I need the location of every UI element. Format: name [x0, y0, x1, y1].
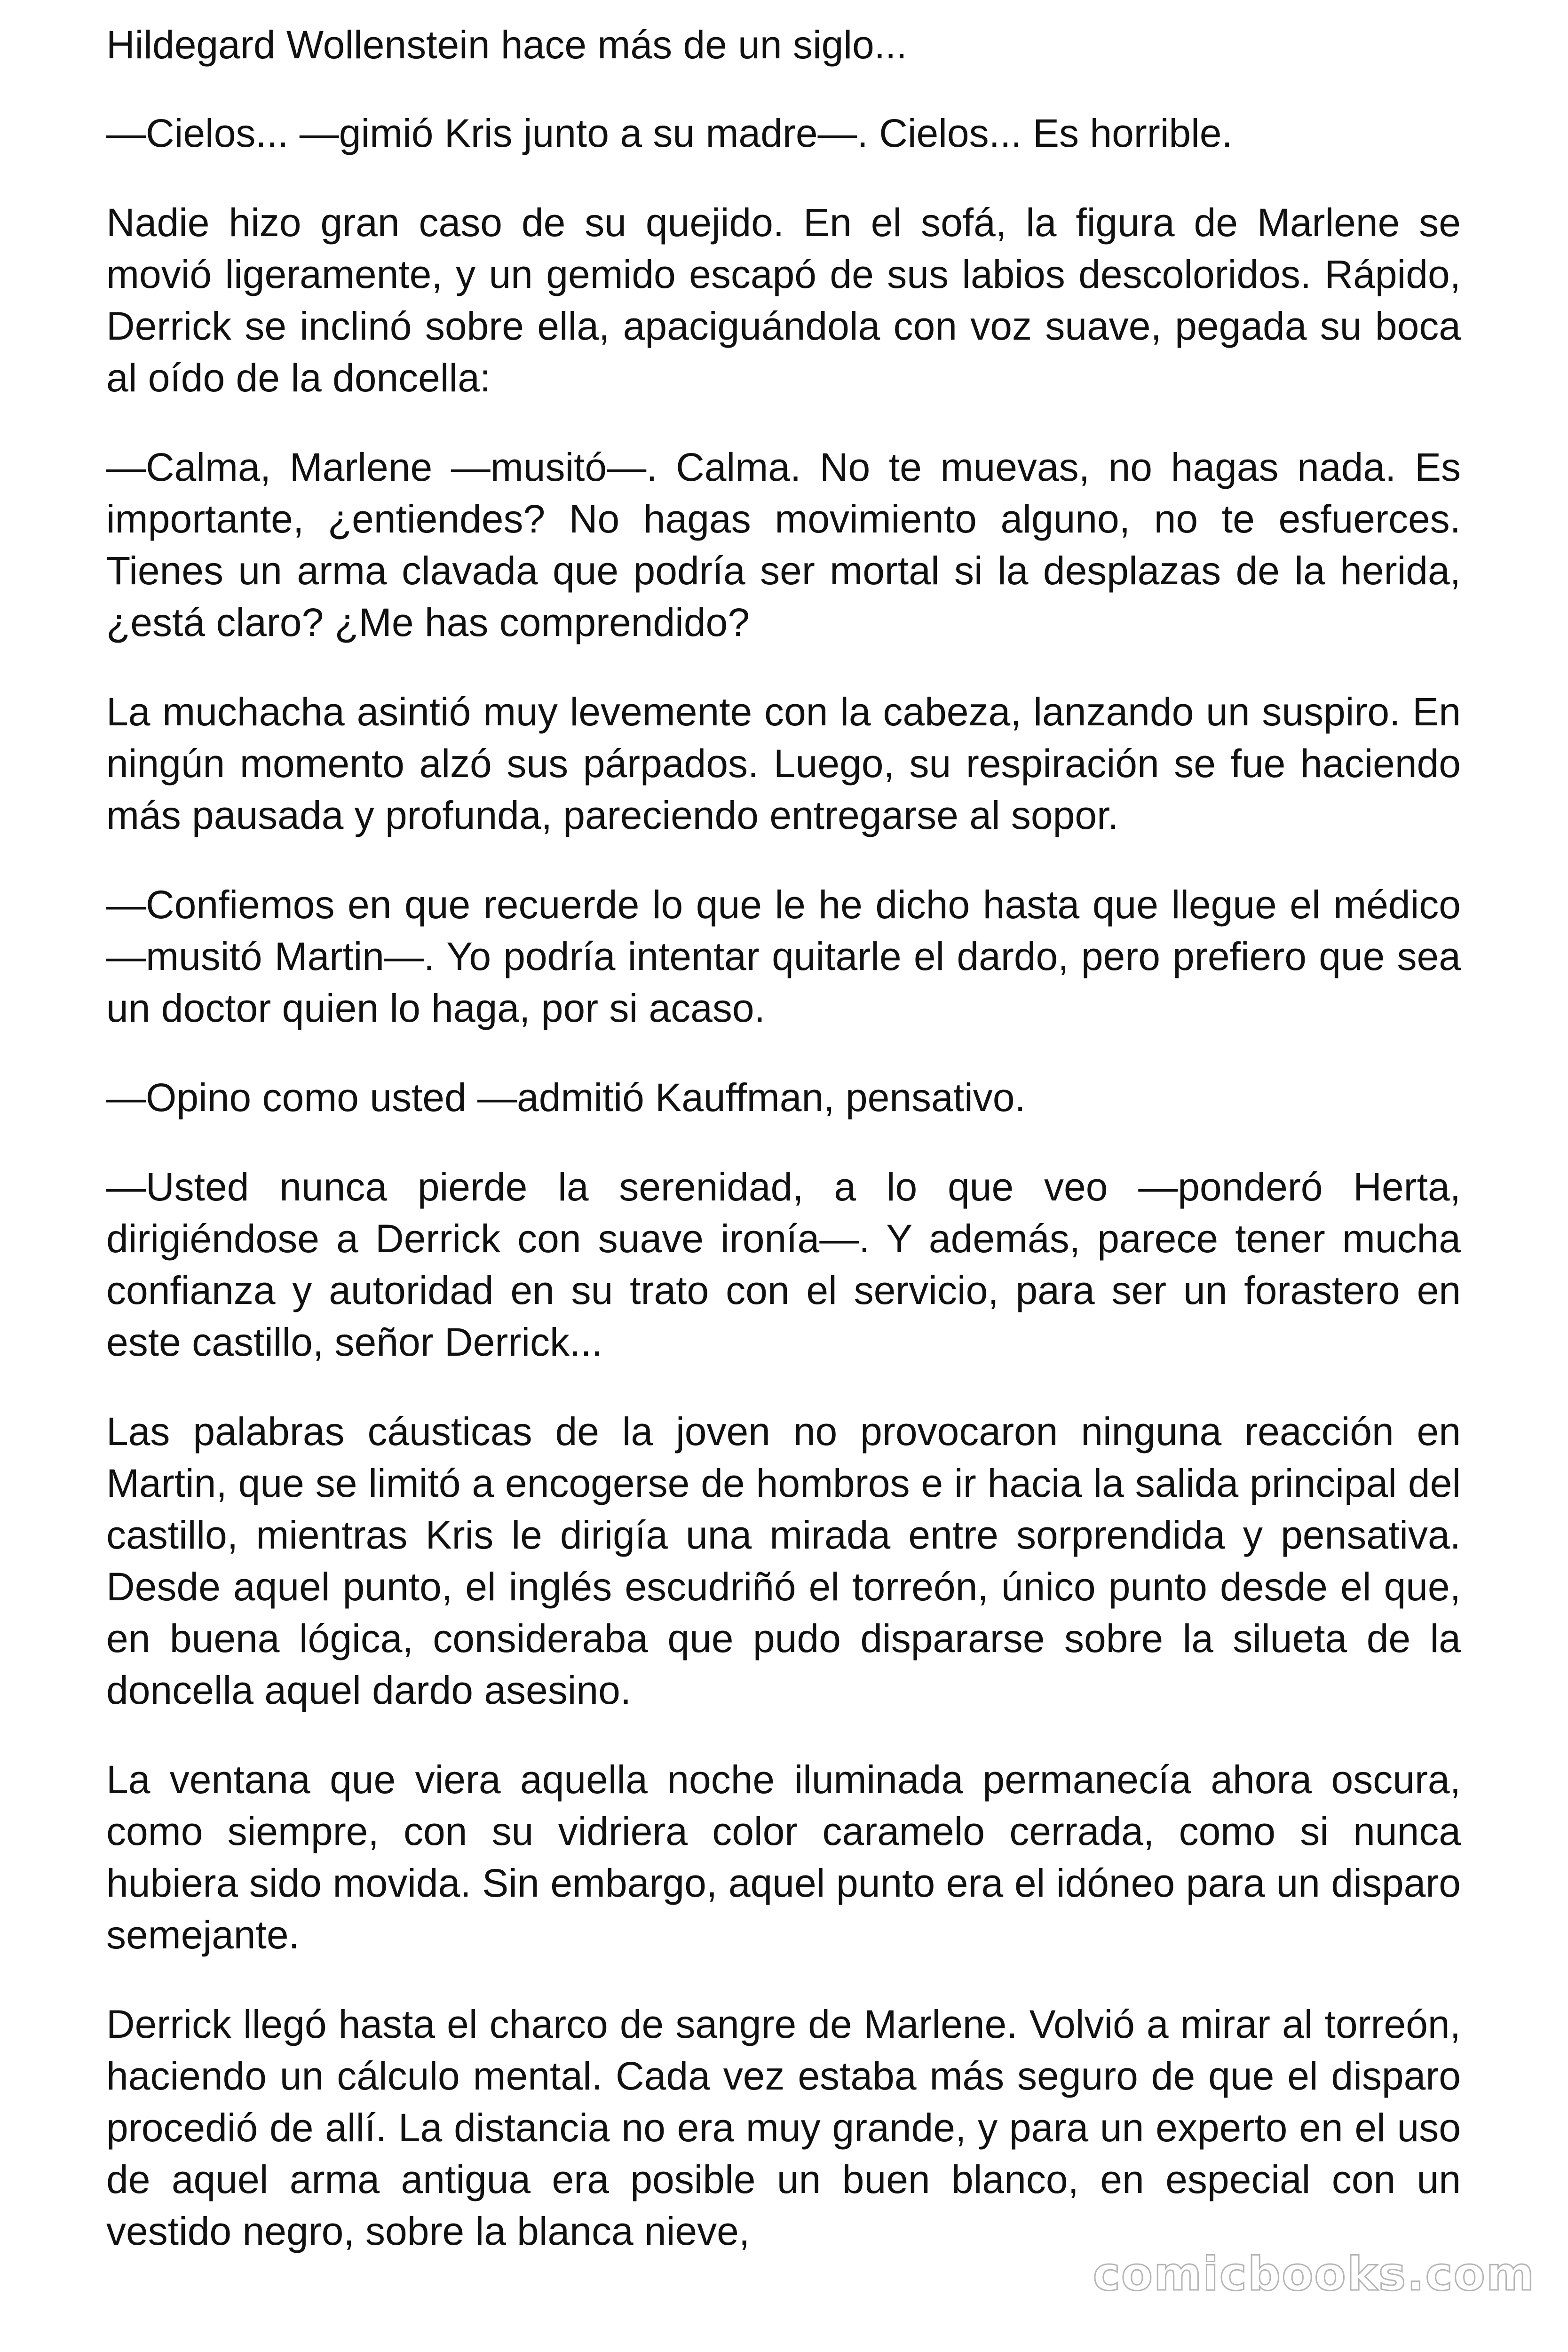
paragraph: Nadie hizo gran caso de su quejido. En el sofá, la figura de Marlene se movió ligeramente, y un gemido escapó de sus labios descoloridos. Rápido, Derrick se inclinó sobre ella, apaciguándola con voz suave, pegada su boca al oído de la doncella: — [106, 200, 1461, 400]
paragraph: Derrick llegó hasta el charco de sangre de Marlene. Volvió a mirar al torreón, haciendo un cálculo mental. Cada vez estaba más seguro de que el disparo procedió de allí. La distancia no era muy grande, y para un experto en el uso de aquel arma antigua era posible un buen blanco, en especial con un vestido negro, sobre la blanca nieve, — [106, 2002, 1461, 2253]
paragraph: —Usted nunca pierde la serenidad, a lo que veo —ponderó Herta, dirigiéndose a Derrick con suave ironía—. Y además, parece tener mucha confianza y autoridad en su trato con el servicio, para ser un forastero en este castillo, señor Derrick... — [106, 1165, 1461, 1364]
paragraph: —Confiemos en que recuerde lo que le he dicho hasta que llegue el médico —musitó Martin—. Yo podría intentar quitarle el dardo, pero prefiero que sea un doctor quien lo haga, por si acaso. — [106, 882, 1461, 1030]
body-text — [106, 19, 1461, 2295]
paragraph: —Calma, Marlene —musitó—. Calma. No te muevas, no hagas nada. Es importante, ¿entiendes? No hagas movimiento alguno, no te esfuerces. Tienes un arma clavada que podría ser mortal si la desplazas de la herida, ¿está claro? ¿Me has comprendido? — [106, 445, 1461, 644]
paragraph: Las palabras cáusticas de la joven no provocaron ninguna reacción en Martin, que se limitó a encogerse de hombros e ir hacia la salida principal del castillo, mientras Kris le dirigía una mirada entre sorprendida y pensativa. Desde aquel punto, el inglés escudriñó el torreón, único punto desde el que, en buena lógica, consideraba que pudo dispararse sobre la silueta de la doncella aquel dardo asesino. — [106, 1409, 1461, 1712]
paragraph: —Opino como usted —admitió Kauffman, pensativo. — [106, 1075, 1026, 1120]
paragraph: Hildegard Wollenstein hace más de un siglo... — [106, 23, 907, 67]
watermark: comicbooks.com — [1093, 2248, 1535, 2301]
paragraph: La muchacha asintió muy levemente con la cabeza, lanzando un suspiro. En ningún momento alzó sus párpados. Luego, su respiración se fue haciendo más pausada y profunda, pareciendo entregarse al sopor. — [106, 690, 1461, 837]
paragraph: La ventana que viera aquella noche iluminada permanecía ahora oscura, como siempre, con su vidriera color caramelo cerrada, como si nunca hubiera sido movida. Sin embargo, aquel punto era el idóneo para un disparo semejante. — [106, 1757, 1461, 1957]
paragraph: —Cielos... —gimió Kris junto a su madre—. Cielos... Es horrible. — [106, 111, 1233, 155]
